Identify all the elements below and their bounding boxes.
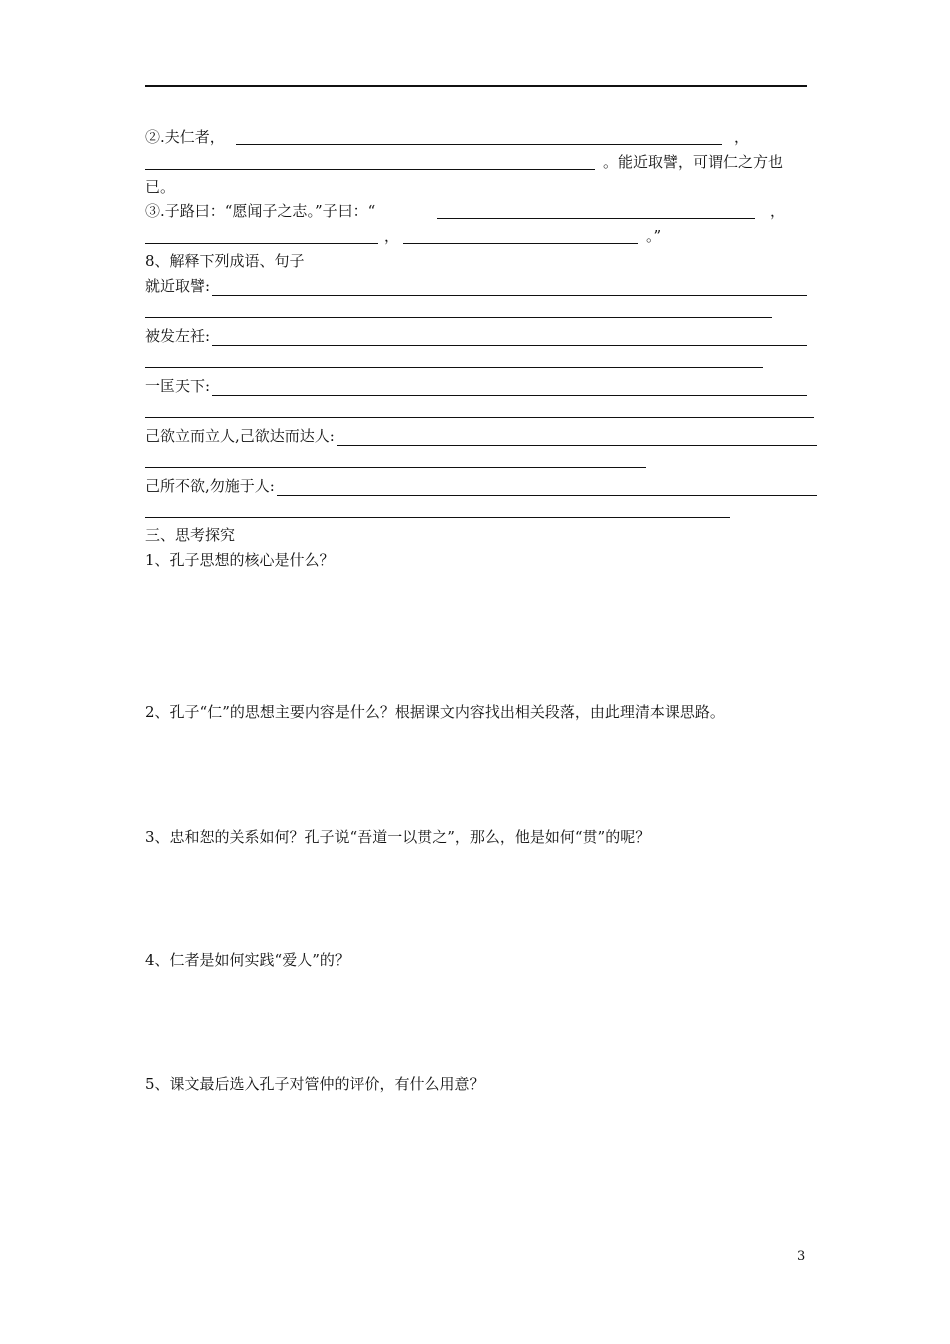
top-answer-line — [145, 85, 807, 87]
page-number: 3 — [797, 1249, 806, 1264]
q8-item-1 — [145, 276, 807, 296]
q8-item-4 — [145, 426, 817, 446]
answer-blank[interactable] — [145, 243, 378, 244]
q8-item-3 — [145, 376, 807, 396]
answer-blank[interactable] — [403, 243, 638, 244]
fill-item-3-comma2: ， — [384, 227, 400, 245]
question-2: 2、孔子“仁”的思想主要内容是什么？根据课文内容找出相关段落，由此理清本课思路。 — [145, 703, 725, 721]
answer-blank[interactable] — [145, 367, 763, 368]
answer-blank[interactable] — [145, 169, 595, 170]
answer-blank[interactable] — [145, 467, 646, 468]
question-3: 3、忠和恕的关系如何？孔子说“吾道一以贯之”，那么，他是如何“贯”的呢？ — [145, 828, 651, 846]
answer-blank[interactable] — [145, 317, 772, 318]
answer-blank[interactable] — [212, 330, 807, 346]
fill-item-3-comma1: ， — [770, 202, 786, 220]
question-4: 4、仁者是如何实践“爱人”的？ — [145, 951, 350, 969]
q8-item-label: 被发左衽: — [145, 327, 211, 345]
question-5: 5、课文最后选入孔子对管仲的评价，有什么用意？ — [145, 1075, 485, 1093]
answer-blank[interactable] — [212, 380, 807, 396]
fill-item-2-lead: ②.夫仁者， — [145, 128, 225, 146]
section-3-heading: 三、思考探究 — [145, 526, 236, 544]
fill-item-2-comma: ， — [734, 128, 750, 146]
question-1: 1、孔子思想的核心是什么？ — [145, 551, 335, 569]
answer-blank[interactable] — [145, 417, 814, 418]
q8-item-label: 一匡天下: — [145, 377, 211, 395]
q8-item-5 — [145, 476, 817, 496]
fill-item-2 — [145, 127, 225, 147]
fill-item-2-cont: 已。 — [145, 178, 176, 196]
answer-blank[interactable] — [212, 280, 807, 296]
q8-item-label: 己所不欲,勿施于人: — [145, 477, 275, 495]
q8-heading: 8、解释下列成语、句子 — [145, 252, 305, 270]
q8-item-label: 就近取譬: — [145, 277, 211, 295]
answer-blank[interactable] — [145, 517, 730, 518]
fill-item-2-tail: 。能近取譬，可谓仁之方也 — [603, 153, 784, 171]
q8-item-2 — [145, 326, 807, 346]
fill-item-3-end: 。” — [646, 227, 662, 245]
answer-blank[interactable] — [236, 144, 722, 145]
answer-blank[interactable] — [277, 480, 817, 496]
fill-item-3-lead: ③.子路曰：“愿闻子之志。”子曰：“ — [145, 202, 376, 220]
q8-item-label: 己欲立而立人,己欲达而达人: — [145, 427, 335, 445]
answer-blank[interactable] — [337, 430, 817, 446]
answer-blank[interactable] — [437, 218, 755, 219]
